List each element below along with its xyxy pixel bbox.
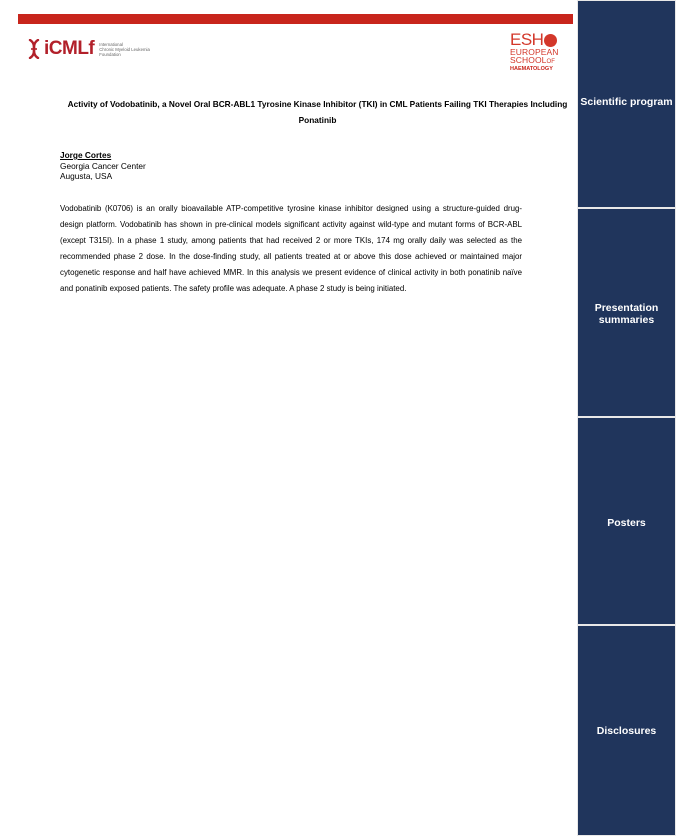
sidebar-nav [577, 0, 676, 836]
icmlf-subtitle-line: Foundation [99, 51, 121, 57]
esh-logo-of-word: OF [546, 59, 556, 65]
esh-logo-letters: ESH [510, 30, 544, 49]
abstract-text: Vodobatinib (K0706) is an orally bioavailable ATP-competitive tyrosine kinase inhibitor designed using a structure-guided drug-design platform. Vodobatinib has shown in pre-clinical models significant activity against wild-type and mutant forms of BCR-ABL (except T315I). In a phase 1 study, among patients that had received 2 or more TKIs, 174 mg orally daily was selected as the recommended phase 2 dose. In the dose-finding study, all patients treated at or above this dose achieved or maintained major cytogenetic response and half have achieved MMR. In this analysis we present evidence of clinical activity in both ponatinib naïve and ponatinib exposed patients. The safety profile was adequate. A phase 2 study is being initiated. [60, 204, 522, 293]
icmlf-logo [27, 38, 150, 60]
article-title: Activity of Vodobatinib, a Novel Oral BCR-ABL1 Tyrosine Kinase Inhibitor (TKI) in CML Patients Failing TKI Therapies Including Ponatinib [67, 99, 568, 125]
author-location: Augusta, USA [60, 171, 113, 181]
sidebar-tab-label: Presentation summaries [594, 302, 659, 326]
esh-logo-school-word: SCHOOL [510, 55, 547, 65]
esh-logo-line-school [510, 56, 566, 66]
sidebar-tab-disclosures[interactable] [578, 626, 675, 835]
sidebar-tab-label: Scientific program [580, 96, 673, 108]
sidebar-tab-label: Disclosures [596, 725, 657, 737]
top-accent-bar [18, 14, 573, 24]
author-block [60, 150, 146, 182]
dna-icon [27, 39, 41, 59]
sidebar-tab-posters[interactable] [578, 418, 675, 624]
sidebar-tab-label: Posters [607, 517, 646, 529]
author-affiliation: Georgia Cancer Center [60, 160, 146, 171]
sidebar-tab-scientific-program[interactable] [578, 1, 675, 207]
sidebar-tab-presentation-summaries[interactable] [578, 209, 675, 416]
icmlf-subtitle-line: International [99, 41, 123, 47]
esh-logo [510, 32, 566, 72]
icmlf-logo-wordmark: iCMLf [44, 38, 95, 59]
icmlf-logo-subtitle [99, 42, 150, 57]
esh-logo-line-haematology: HAEMATOLOGY [510, 66, 553, 72]
author-name: Jorge Cortes [60, 150, 112, 160]
esh-logo-circle-icon [544, 34, 557, 47]
esh-logo-line-european: EUROPEAN [510, 47, 559, 57]
icmlf-subtitle-line: Chronic Myeloid Leukemia [99, 46, 150, 52]
